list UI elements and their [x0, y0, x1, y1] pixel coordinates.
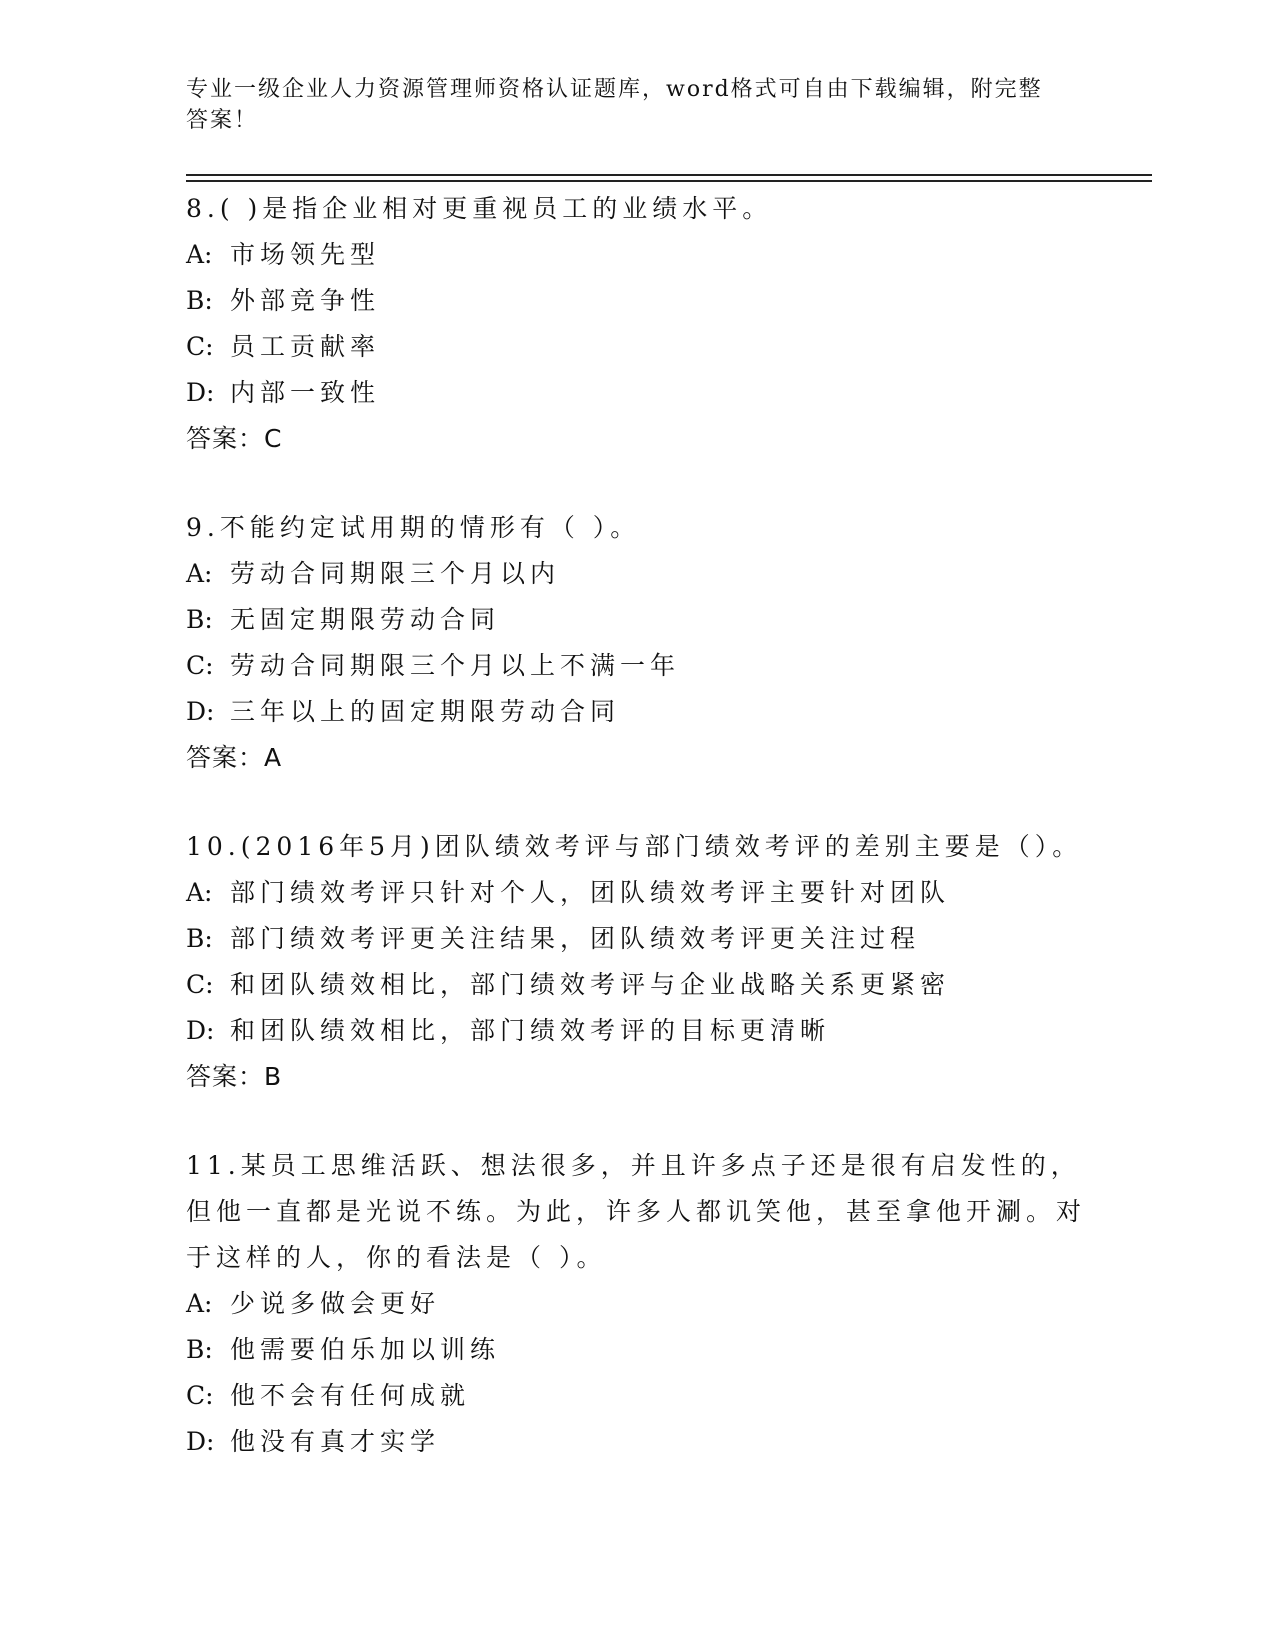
option-letter: C: [186, 332, 214, 361]
option-b [186, 916, 1086, 962]
answer: 答案：A [186, 743, 283, 772]
option-a [186, 551, 1086, 597]
option-letter: A: [186, 240, 213, 269]
question-list [186, 186, 1086, 1508]
question-text: 10.(2016年5月)团队绩效考评与部门绩效考评的差别主要是（）。 [186, 832, 1083, 861]
option-letter: B: [186, 924, 213, 953]
option-letter: D: [186, 1016, 215, 1045]
option-text: 部门绩效考评更关注结果，团队绩效考评更关注过程 [230, 924, 921, 953]
page-header: 专业一级企业人力资源管理师资格认证题库，word格式可自由下载编辑，附完整答案！ [186, 77, 1043, 133]
option-text: 他需要伯乐加以训练 [230, 1335, 501, 1364]
option-text: 外部竞争性 [230, 286, 381, 315]
option-letter: D: [186, 1427, 215, 1456]
option-letter: B: [186, 605, 213, 634]
option-letter: D: [186, 378, 215, 407]
header-rule-top [186, 174, 1152, 176]
question-text: 11.某员工思维活跃、想法很多，并且许多点子还是很有启发性的，但他一直都是光说不练。为此，许多人都讥笑他，甚至拿他开涮。对于这样的人，你的看法是（ ）。 [186, 1151, 1087, 1272]
option-letter: A: [186, 559, 213, 588]
option-text: 员工贡献率 [230, 332, 381, 361]
option-text: 和团队绩效相比，部门绩效考评的目标更清晰 [230, 1016, 831, 1045]
question-9 [186, 505, 1086, 781]
option-c [186, 643, 1086, 689]
option-text: 市场领先型 [230, 240, 381, 269]
option-b [186, 597, 1086, 643]
option-a [186, 1281, 1086, 1327]
option-d [186, 689, 1086, 735]
answer: 答案：C [186, 424, 283, 453]
question-text: 8.( )是指企业相对更重视员工的业绩水平。 [186, 194, 773, 223]
option-letter: C: [186, 1381, 214, 1410]
option-c [186, 324, 1086, 370]
option-text: 他没有真才实学 [230, 1427, 441, 1456]
question-10 [186, 824, 1086, 1100]
question-text: 9.不能约定试用期的情形有（ ）。 [186, 513, 641, 542]
option-text: 内部一致性 [230, 378, 381, 407]
question-8 [186, 186, 1086, 462]
option-d [186, 1008, 1086, 1054]
option-letter: A: [186, 1289, 213, 1318]
question-11 [186, 1143, 1086, 1465]
option-d [186, 370, 1086, 416]
option-letter: D: [186, 697, 215, 726]
option-text: 部门绩效考评只针对个人，团队绩效考评主要针对团队 [230, 878, 951, 907]
answer: 答案：B [186, 1062, 283, 1091]
option-text: 劳动合同期限三个月以上不满一年 [230, 651, 681, 680]
option-b [186, 278, 1086, 324]
option-letter: B: [186, 1335, 213, 1364]
option-c [186, 1373, 1086, 1419]
option-text: 和团队绩效相比，部门绩效考评与企业战略关系更紧密 [230, 970, 951, 999]
option-text: 无固定期限劳动合同 [230, 605, 501, 634]
option-text: 少说多做会更好 [230, 1289, 441, 1318]
option-c [186, 962, 1086, 1008]
option-letter: A: [186, 878, 213, 907]
option-letter: B: [186, 286, 213, 315]
option-a [186, 232, 1086, 278]
option-letter: C: [186, 651, 214, 680]
header-rule-bottom [186, 180, 1152, 182]
option-letter: C: [186, 970, 214, 999]
option-text: 三年以上的固定期限劳动合同 [230, 697, 621, 726]
option-b [186, 1327, 1086, 1373]
option-text: 他不会有任何成就 [230, 1381, 471, 1410]
option-a [186, 870, 1086, 916]
option-text: 劳动合同期限三个月以内 [230, 559, 561, 588]
option-d [186, 1419, 1086, 1465]
